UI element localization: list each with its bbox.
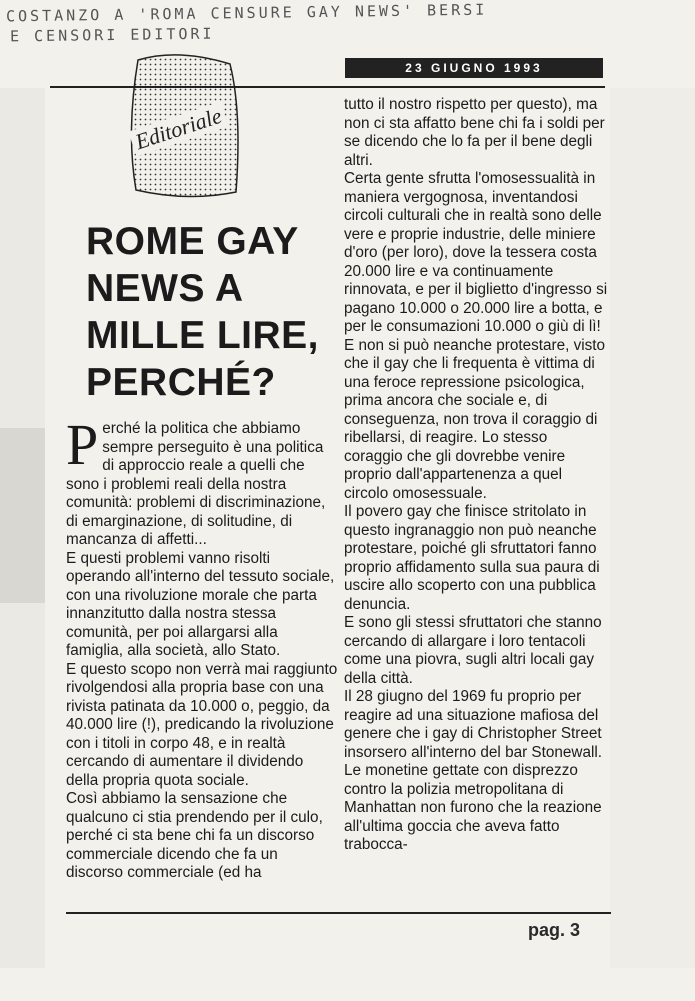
bleed-through-left [0,88,45,968]
section-label: Editoriale [128,102,228,157]
headline-line: ROME GAY [86,220,299,263]
page-number: pag. 3 [528,920,581,940]
handwritten-note-line1: COSTANZO A 'ROMA CENSURE GAY NEWS' BERSI [5,0,488,26]
paragraph-text: erché la politica che abbiamo sempre perseguito è una politica di approccio reale a quelli che sono i problemi reali della nostra comunità: problemi di discriminazione, di emarginazione, di solitudine, di mancanza di affetti... [66,420,326,548]
article-paragraph: tutto il nostro rispetto per questo), ma non ci sta affatto bene chi fa i soldi per se dicendo che lo fa per il bene degli altri. [344,96,605,169]
article-paragraph: E questi problemi vanno risolti operando all'interno del tessuto sociale, con una rivoluzione morale che parta innanzitutto dalla nostra stessa comunità, per poi allargarsi alla famiglia, alla società, allo Stato. [66,549,335,659]
editorial-badge [118,52,248,202]
article-paragraph [66,412,338,550]
headline-line: MILLE LIRE, [86,314,319,357]
article-paragraph: E questo scopo non verrà mai raggiunto rivolgendosi alla propria base con una rivista patinata da 10.000 o, peggio, da 40.000 lire (!), predicando la rivoluzione con i titoli in corpo 48, e in realtà cercando di aumentare il dividendo della propria quota sociale. [66,660,338,789]
bleed-through-right [610,88,695,968]
article-paragraph: Certa gente sfrutta l'omosessualità in maniera vergognosa, inventandosi circoli culturali che in realtà sono delle vere e proprie industrie, delle miniere d'oro (per loro), dove la tessera costa 20.000 lire e va continuamente rinnovata, e per il biglietto d'ingresso si pagano 10.000 o 20.000 lire a botta, e per le consumazioni 10.000 o giù di lì! [344,170,608,335]
article-column-right [344,96,610,855]
article-paragraph: E non si può neanche protestare, visto che il gay che li frequenta è vittima di una feroce repressione psicologica, prima ancora che sociale e, di conseguenza, non trova il coraggio di ribellarsi, di reagire. Lo stesso coraggio che gli dovrebbe venire proprio dall'appartenenza a quel circolo omosessuale. [344,336,606,502]
article-paragraph: Il 28 giugno del 1969 fu proprio per reagire ad una situazione mafiosa del genere che i gay di Christopher Street insorsero all'interno del bar Stonewall. Le monetine gettate con disprezzo contro la polizia metropolitana di Manhattan non furono che la reazione all'ultima goccia che aveva fatto trabocca- [344,688,603,853]
handwritten-note-line2: E CENSORI EDITORI [9,24,215,46]
article-paragraph: Il povero gay che finisce stritolato in questo ingranaggio non può neanche protestare, poiché gli sfruttatori fanno proprio affidamento sulla sua paura di uscire allo scoperto con una pubblica denuncia. [344,503,600,613]
article-column-left [66,412,338,883]
drop-cap: P [66,412,99,477]
headline-line: PERCHÉ? [86,361,276,404]
article-paragraph: Così abbiamo la sensazione che qualcuno ci stia prendendo per il culo, perché ci sta bene chi fa un discorso commerciale dicendo che fa un discorso commerciale (ed ha [66,790,323,881]
bleed-through-block [0,428,45,603]
footer-rule [66,912,611,914]
headline-line: NEWS A [86,267,244,310]
headline [86,218,346,406]
article-paragraph: E sono gli stessi sfruttatori che stanno cercando di allargare i loro tentacoli come una piovra, sugli altri locali gay della città. [344,614,602,687]
issue-date: 23 GIUGNO 1993 [345,58,603,78]
